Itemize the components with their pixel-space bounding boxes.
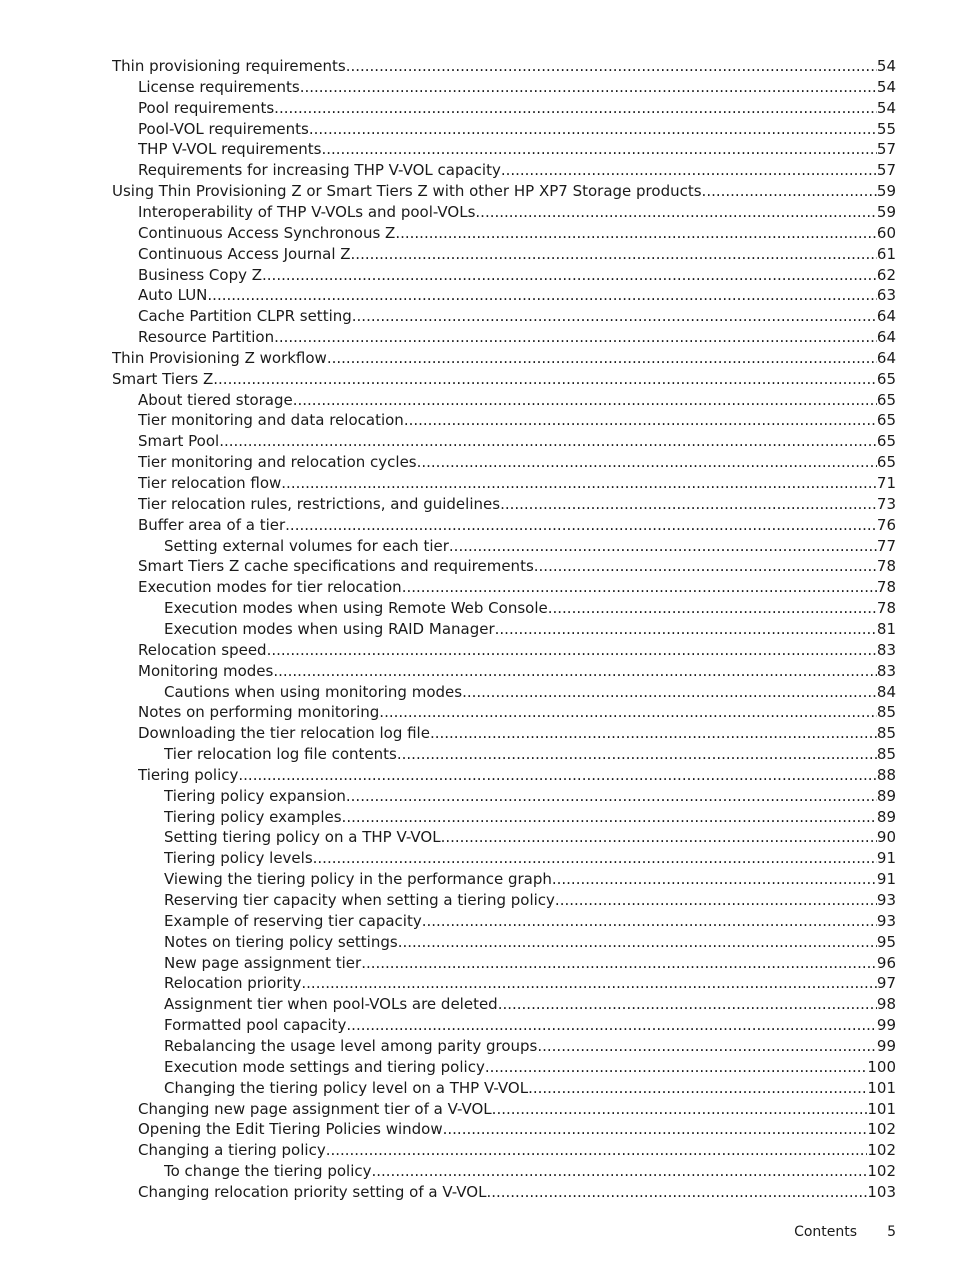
toc-entry[interactable] <box>138 494 896 514</box>
toc-dot-leader <box>207 285 877 305</box>
toc-dot-leader <box>501 160 877 180</box>
toc-entry[interactable] <box>138 640 896 660</box>
toc-entry-title: Tiering policy examples <box>164 807 342 826</box>
toc-entry-page: 64 <box>876 348 896 367</box>
toc-entry[interactable] <box>138 139 896 159</box>
toc-entry[interactable] <box>138 306 896 326</box>
toc-entry[interactable] <box>138 160 896 180</box>
toc-dot-leader <box>498 994 877 1014</box>
toc-entry-title: New page assignment tier <box>164 953 362 972</box>
toc-entry[interactable] <box>138 765 896 785</box>
toc-entry[interactable] <box>138 202 896 222</box>
toc-dot-leader <box>346 56 877 76</box>
toc-dot-leader <box>548 598 877 618</box>
toc-entry[interactable] <box>138 410 896 430</box>
page-footer <box>794 1222 896 1242</box>
toc-entry-title: Reserving tier capacity when setting a tiering policy <box>164 891 555 909</box>
toc-entry-title: Formatted pool capacity <box>164 1016 347 1035</box>
toc-entry[interactable] <box>164 1057 896 1077</box>
toc-entry-page: 65 <box>876 432 896 451</box>
toc-dot-leader <box>702 181 877 201</box>
toc-entry[interactable] <box>164 598 896 618</box>
toc-dot-leader <box>555 890 877 910</box>
toc-entry[interactable] <box>164 953 896 973</box>
toc-entry-page: 90 <box>876 828 896 847</box>
toc-entry-title: Execution mode settings and tiering policy <box>164 1057 485 1076</box>
toc-entry[interactable] <box>138 473 896 493</box>
toc-entry-title: Smart Pool <box>138 432 220 451</box>
toc-entry-title: Tier monitoring and data relocation <box>138 411 404 430</box>
toc-entry-title: Smart Tiers Z cache specifications and requirements <box>138 557 534 576</box>
toc-entry-title: Using Thin Provisioning Z or Smart Tiers Z with other HP XP7 Storage products <box>112 182 702 201</box>
toc-entry[interactable] <box>138 98 896 118</box>
toc-entry-title: Smart Tiers Z <box>112 369 214 388</box>
toc-dot-leader <box>327 348 877 368</box>
toc-dot-leader <box>301 973 877 993</box>
toc-entry[interactable] <box>164 827 896 847</box>
toc-entry-title: Changing relocation priority setting of a V-VOL <box>138 1182 487 1201</box>
toc-entry-title: Setting tiering policy on a THP V-VOL <box>164 828 441 847</box>
toc-entry-title: Changing the tiering policy level on a THP V-VOL <box>164 1078 529 1097</box>
toc-entry-page: 62 <box>876 265 896 284</box>
toc-entry[interactable] <box>164 744 896 764</box>
toc-dot-leader <box>422 911 877 931</box>
toc-entry[interactable] <box>138 77 896 97</box>
toc-entry[interactable] <box>164 786 896 806</box>
toc-entry-page: 54 <box>876 98 896 117</box>
toc-entry-title: Assignment tier when pool-VOLs are deleted <box>164 995 498 1014</box>
toc-entry-page: 102 <box>867 1141 896 1160</box>
toc-entry[interactable] <box>112 56 896 76</box>
toc-entry-page: 57 <box>876 161 896 180</box>
toc-entry-page: 59 <box>876 182 896 201</box>
toc-entry-title: Requirements for increasing THP V-VOL capacity <box>138 161 501 180</box>
toc-entry-page: 99 <box>876 1016 896 1035</box>
toc-entry-page: 91 <box>876 849 896 868</box>
toc-dot-leader <box>326 1140 868 1160</box>
toc-entry-title: Execution modes for tier relocation <box>138 578 402 597</box>
toc-dot-leader <box>486 1182 867 1202</box>
toc-dot-leader <box>361 953 877 973</box>
toc-dot-leader <box>398 932 877 952</box>
toc-entry-page: 100 <box>867 1057 896 1076</box>
toc-dot-leader <box>449 536 877 556</box>
toc-entry[interactable] <box>138 661 896 681</box>
toc-entry-title: Changing a tiering policy <box>138 1141 326 1160</box>
toc-entry-page: 85 <box>876 724 896 743</box>
toc-dot-leader <box>352 306 877 326</box>
toc-entry[interactable] <box>138 723 896 743</box>
toc-entry[interactable] <box>164 911 896 931</box>
toc-entry-title: Notes on tiering policy settings <box>164 932 398 951</box>
toc-entry-title: Notes on performing monitoring <box>138 703 380 722</box>
toc-entry-title: Interoperability of THP V-VOLs and pool-VOLs <box>138 202 476 221</box>
toc-entry-page: 54 <box>876 77 896 96</box>
footer-label: Contents <box>794 1224 858 1240</box>
toc-entry-page: 89 <box>876 786 896 805</box>
toc-entry-page: 85 <box>876 745 896 764</box>
toc-dot-leader <box>300 77 877 97</box>
toc-entry-page: 78 <box>876 557 896 576</box>
toc-dot-leader <box>321 139 876 159</box>
toc-entry[interactable] <box>138 1119 896 1139</box>
toc-dot-leader <box>346 786 877 806</box>
toc-entry[interactable] <box>138 577 896 597</box>
toc-dot-leader <box>443 1119 868 1139</box>
toc-entry-page: 93 <box>876 911 896 930</box>
toc-entry-page: 65 <box>876 369 896 388</box>
toc-entry[interactable] <box>164 1036 896 1056</box>
toc-entry[interactable] <box>138 244 896 264</box>
toc-entry-page: 64 <box>876 307 896 326</box>
toc-entry-title: Execution modes when using Remote Web Console <box>164 599 548 618</box>
toc-entry-page: 65 <box>876 390 896 409</box>
toc-dot-leader <box>238 765 877 785</box>
toc-dot-leader <box>309 119 877 139</box>
toc-dot-leader <box>293 390 877 410</box>
toc-entry-title: About tiered storage <box>138 390 293 409</box>
toc-dot-leader <box>274 98 877 118</box>
toc-entry[interactable] <box>164 932 896 952</box>
toc-entry-page: 102 <box>867 1120 896 1139</box>
toc-entry-title: Example of reserving tier capacity <box>164 911 422 930</box>
toc-entry-page: 64 <box>876 328 896 347</box>
toc-dot-leader <box>495 619 877 639</box>
toc-entry-title: Thin provisioning requirements <box>112 57 346 75</box>
toc-dot-leader <box>528 1078 867 1098</box>
toc-entry-page: 55 <box>876 119 896 138</box>
toc-entry-title: Monitoring modes <box>138 661 274 680</box>
toc-entry-page: 60 <box>876 223 896 242</box>
toc-dot-leader <box>417 452 877 472</box>
toc-entry-title: Opening the Edit Tiering Policies window <box>138 1120 443 1139</box>
toc-entry[interactable] <box>138 515 896 535</box>
toc-entry-page: 96 <box>876 953 896 972</box>
toc-dot-leader <box>404 410 877 430</box>
toc-entry[interactable] <box>164 994 896 1014</box>
toc-dot-leader <box>537 1036 877 1056</box>
toc-entry[interactable] <box>164 807 896 827</box>
footer-page-number: 5 <box>887 1224 896 1240</box>
toc-dot-leader <box>274 327 877 347</box>
toc-dot-leader <box>462 682 877 702</box>
toc-dot-leader <box>534 556 877 576</box>
toc-entry-title: Setting external volumes for each tier <box>164 536 449 555</box>
toc-entry[interactable] <box>112 369 896 389</box>
toc-entry[interactable] <box>164 1161 896 1181</box>
toc-dot-leader <box>500 494 877 514</box>
toc-entry[interactable] <box>138 452 896 472</box>
toc-entry[interactable] <box>138 327 896 347</box>
toc-entry-page: 81 <box>876 619 896 638</box>
toc-entry-page: 101 <box>867 1078 896 1097</box>
toc-entry[interactable] <box>112 181 896 201</box>
toc-entry-page: 91 <box>876 870 896 889</box>
toc-entry[interactable] <box>164 848 896 868</box>
toc-entry-title: License requirements <box>138 77 300 96</box>
toc-entry[interactable] <box>138 431 896 451</box>
toc-entry[interactable] <box>164 1015 896 1035</box>
toc-dot-leader <box>492 1099 868 1119</box>
toc-entry[interactable] <box>138 1099 896 1119</box>
toc-entry-page: 84 <box>876 682 896 701</box>
toc-dot-leader <box>351 244 877 264</box>
toc-entry-title: Tier monitoring and relocation cycles <box>138 453 417 472</box>
toc-entry[interactable] <box>164 973 896 993</box>
toc-dot-leader <box>267 640 877 660</box>
toc-entry[interactable] <box>112 348 896 368</box>
toc-entry-page: 89 <box>876 807 896 826</box>
toc-entry-page: 77 <box>876 536 896 555</box>
toc-entry[interactable] <box>138 223 896 243</box>
toc-entry-title: Tier relocation flow <box>138 474 282 492</box>
toc-entry-title: Changing new page assignment tier of a V-VOL <box>138 1099 492 1118</box>
toc-entry[interactable] <box>138 702 896 722</box>
toc-entry-page: 101 <box>867 1099 896 1118</box>
toc-dot-leader <box>273 661 877 681</box>
toc-entry-page: 98 <box>876 995 896 1014</box>
toc-entry-page: 83 <box>876 661 896 680</box>
toc-entry-page: 95 <box>876 932 896 951</box>
toc-entry-title: Business Copy Z <box>138 265 263 284</box>
toc-entry-title: Execution modes when using RAID Manager <box>164 619 495 638</box>
toc-entry-page: 97 <box>876 974 896 993</box>
toc-entry-page: 103 <box>867 1182 896 1201</box>
toc-entry[interactable] <box>138 285 896 305</box>
toc-entry-page: 93 <box>876 891 896 909</box>
toc-entry-title: Tiering policy levels <box>164 849 313 868</box>
toc-entry-title: Tiering policy <box>138 765 239 784</box>
toc-dot-leader <box>219 431 877 451</box>
toc-entry[interactable] <box>138 119 896 139</box>
toc-entry-page: 65 <box>876 453 896 472</box>
toc-dot-leader <box>441 827 877 847</box>
toc-entry-title: To change the tiering policy <box>164 1162 372 1181</box>
toc-entry-page: 63 <box>876 286 896 305</box>
toc-entry[interactable] <box>164 682 896 702</box>
toc-dot-leader <box>371 1161 867 1181</box>
toc-entry-title: Downloading the tier relocation log file <box>138 724 430 743</box>
toc-entry-title: Pool-VOL requirements <box>138 119 309 138</box>
toc-entry-page: 83 <box>876 640 896 659</box>
toc-entry-title: Cache Partition CLPR setting <box>138 307 352 326</box>
toc-entry-title: Relocation speed <box>138 640 267 659</box>
toc-dot-leader <box>262 265 877 285</box>
toc-dot-leader <box>313 848 877 868</box>
toc-entry-page: 71 <box>876 474 896 492</box>
toc-entry-page: 85 <box>876 703 896 722</box>
toc-entry-title: Tiering policy expansion <box>164 786 346 805</box>
toc-entry[interactable] <box>138 265 896 285</box>
toc-dot-leader <box>395 223 877 243</box>
toc-entry[interactable] <box>164 619 896 639</box>
toc-entry-page: 57 <box>876 140 896 159</box>
toc-entry[interactable] <box>164 536 896 556</box>
toc-dot-leader <box>397 744 877 764</box>
toc-dot-leader <box>281 473 877 493</box>
toc-entry-page: 99 <box>876 1036 896 1055</box>
toc-entry-title: Relocation priority <box>164 974 302 993</box>
toc-entry-title: Auto LUN <box>138 286 208 305</box>
toc-entry[interactable] <box>138 556 896 576</box>
toc-entry-page: 76 <box>876 515 896 534</box>
toc-entry[interactable] <box>164 869 896 889</box>
toc-entry-title: THP V-VOL requirements <box>138 140 322 159</box>
toc-entry-page: 102 <box>867 1162 896 1181</box>
toc-entry-title: Viewing the tiering policy in the performance graph <box>164 870 552 889</box>
toc-dot-leader <box>485 1057 868 1077</box>
toc-entry-title: Tier relocation log file contents <box>164 745 397 764</box>
toc-entry[interactable] <box>138 1182 896 1202</box>
toc-entry-page: 78 <box>876 599 896 618</box>
toc-entry-title: Buffer area of a tier <box>138 515 286 534</box>
toc-dot-leader <box>430 723 877 743</box>
toc-entry[interactable] <box>138 390 896 410</box>
toc-entry-title: Tier relocation rules, restrictions, and guidelines <box>138 494 501 513</box>
toc-entry-title: Continuous Access Journal Z <box>138 244 351 263</box>
toc-dot-leader <box>475 202 877 222</box>
toc-dot-leader <box>402 577 877 597</box>
toc-entry-page: 73 <box>876 494 896 513</box>
toc-dot-leader <box>346 1015 877 1035</box>
toc-dot-leader <box>552 869 877 889</box>
toc-dot-leader <box>379 702 877 722</box>
toc-entry-title: Rebalancing the usage level among parity groups <box>164 1036 538 1055</box>
toc-entry-title: Pool requirements <box>138 98 275 117</box>
toc-entry[interactable] <box>138 1140 896 1160</box>
toc-dot-leader <box>285 515 877 535</box>
toc-entry-title: Thin Provisioning Z workflow <box>112 348 327 367</box>
toc-entry-page: 61 <box>876 244 896 263</box>
toc-entry-title: Resource Partition <box>138 328 275 347</box>
toc-entry-page: 65 <box>876 411 896 430</box>
toc-entry-page: 54 <box>876 57 896 75</box>
toc-entry-page: 59 <box>876 202 896 221</box>
toc-entry[interactable] <box>164 890 896 910</box>
toc-dot-leader <box>342 807 877 827</box>
toc-dot-leader <box>213 369 877 389</box>
toc-entry[interactable] <box>164 1078 896 1098</box>
toc-entry-page: 88 <box>876 765 896 784</box>
toc-entry-page: 78 <box>876 578 896 597</box>
toc-entry-title: Cautions when using monitoring modes <box>164 682 463 701</box>
toc-entry-title: Continuous Access Synchronous Z <box>138 223 396 242</box>
